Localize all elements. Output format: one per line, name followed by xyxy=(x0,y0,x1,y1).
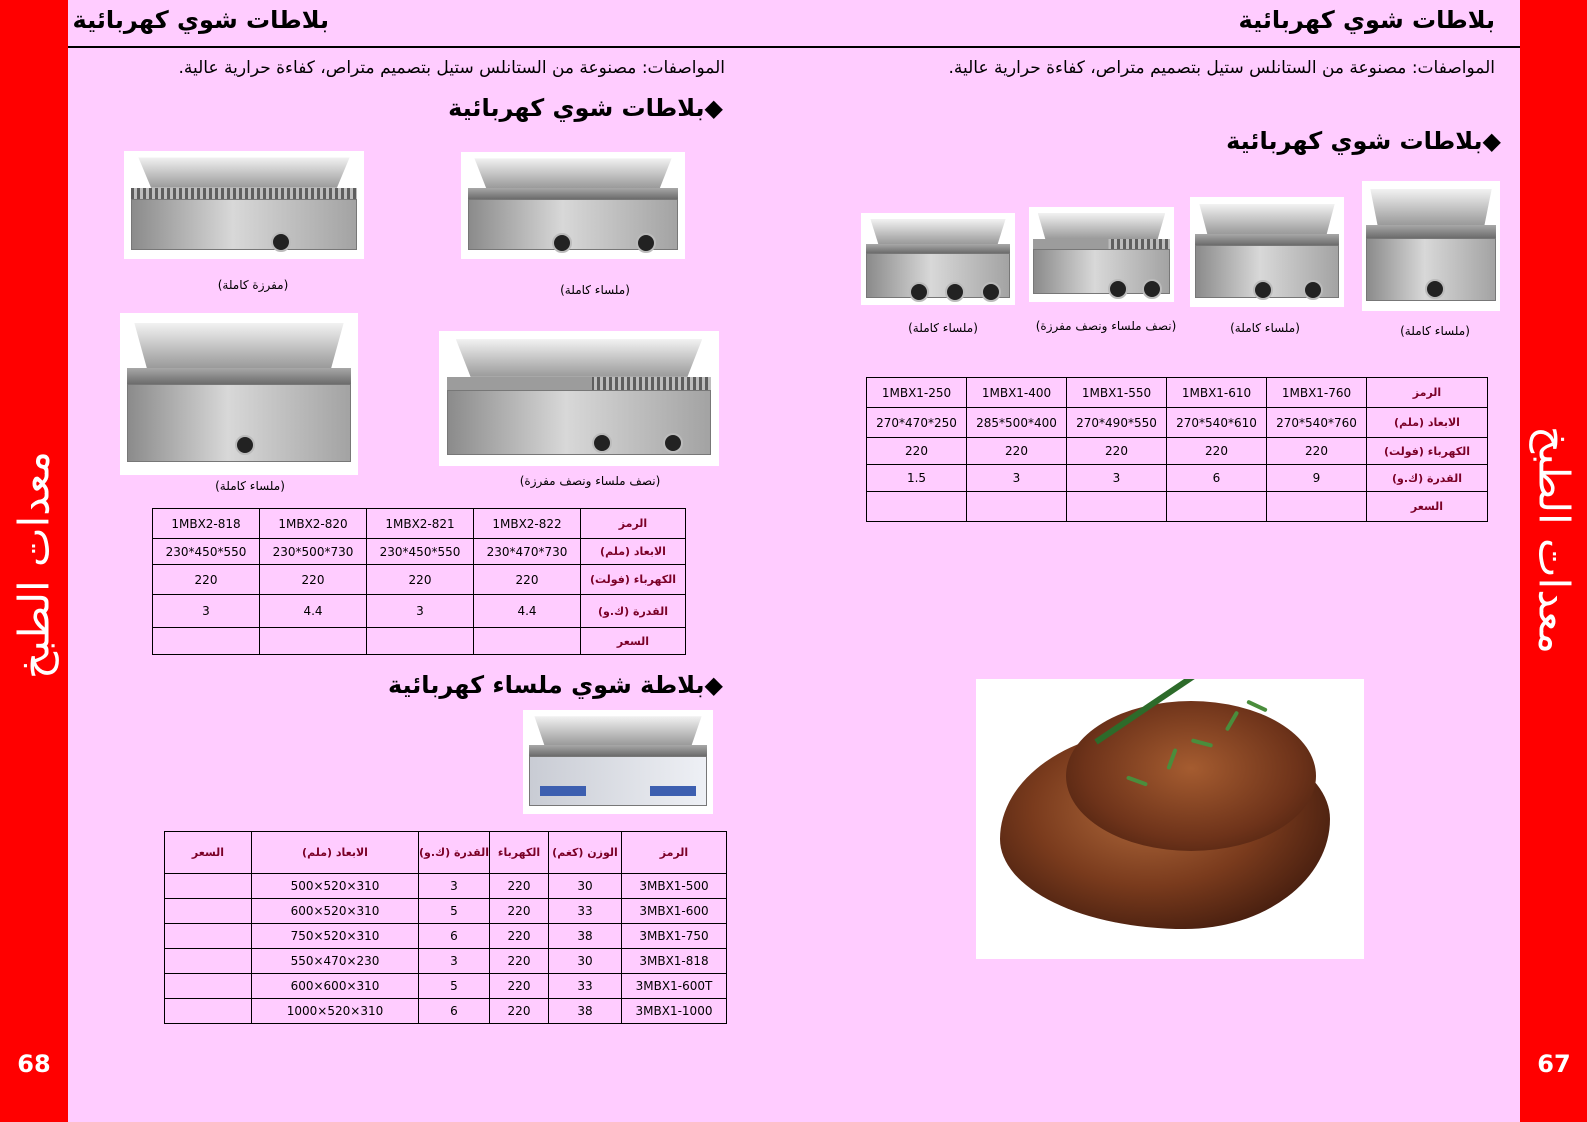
table-cell xyxy=(867,492,967,522)
table-cell: 220 xyxy=(1067,438,1167,465)
right-spec-text: المواصفات: مصنوعة من الستانلس ستيل بتصميم متراص، كفاءة حرارية عالية. xyxy=(948,58,1495,78)
left-page-number: 68 xyxy=(17,1050,51,1078)
table-cell: 310×520×600 xyxy=(252,899,419,924)
table-cell: 310×520×1000 xyxy=(252,999,419,1024)
left-spec-table xyxy=(152,508,686,655)
griddle-photo-ribbed xyxy=(124,151,364,259)
table-cell: 30 xyxy=(549,874,622,899)
table-cell: 6 xyxy=(1167,465,1267,492)
table-header-cell: 1MBX2-822 xyxy=(474,509,581,539)
table-cell xyxy=(474,628,581,655)
table-row xyxy=(165,874,727,899)
table-header-cell: السعر xyxy=(165,832,252,874)
table-cell: 3MBX1-500 xyxy=(622,874,727,899)
griddle-photo-r2 xyxy=(1029,207,1174,302)
left-caption-1: (مفرزة كاملة) xyxy=(217,278,289,292)
table-cell xyxy=(1167,492,1267,522)
left-sidebar xyxy=(0,0,68,1122)
table-cell xyxy=(165,874,252,899)
left-section2-heading: ◆بلاطة شوي ملساء كهربائية xyxy=(387,671,723,699)
table-cell: 550*490*270 xyxy=(1067,408,1167,438)
table-header-cell: الرمز xyxy=(581,509,686,539)
right-caption-3: (نصف ملساء ونصف مفرزة) xyxy=(1035,319,1177,333)
table-row xyxy=(153,628,686,655)
table-header-cell: الرمز xyxy=(622,832,727,874)
table-cell: 220 xyxy=(867,438,967,465)
table-cell: الابعاد (ملم) xyxy=(581,539,686,565)
table-cell: 5 xyxy=(419,974,490,999)
table-cell xyxy=(165,974,252,999)
table-cell: 30 xyxy=(549,949,622,974)
table-cell: 220 xyxy=(1267,438,1367,465)
table-cell: 220 xyxy=(490,949,549,974)
griddle-photo-blue xyxy=(523,710,713,814)
table-cell: 220 xyxy=(490,924,549,949)
table-cell: 220 xyxy=(153,565,260,595)
table-row xyxy=(153,595,686,628)
table-cell: السعر xyxy=(581,628,686,655)
table-cell: القدرة (ك.و) xyxy=(581,595,686,628)
table-header-cell: الرمز xyxy=(1367,378,1488,408)
table-cell: 3 xyxy=(367,595,474,628)
table-cell: 550*450*230 xyxy=(367,539,474,565)
table-header-cell: 1MBX1-250 xyxy=(867,378,967,408)
table-row xyxy=(165,974,727,999)
table-cell: 1.5 xyxy=(867,465,967,492)
table-row xyxy=(165,999,727,1024)
left-spec-text: المواصفات: مصنوعة من الستانلس ستيل بتصميم متراص، كفاءة حرارية عالية. xyxy=(178,58,725,78)
table-cell: 3MBX1-750 xyxy=(622,924,727,949)
table-cell: 9 xyxy=(1267,465,1367,492)
table-cell: 6 xyxy=(419,999,490,1024)
table-cell: 38 xyxy=(549,924,622,949)
table-header-cell: 1MBX1-610 xyxy=(1167,378,1267,408)
table-cell: 38 xyxy=(549,999,622,1024)
table-cell: 220 xyxy=(1167,438,1267,465)
table-cell: 33 xyxy=(549,974,622,999)
table-cell: 3 xyxy=(1067,465,1167,492)
table-row xyxy=(867,465,1488,492)
table-cell: 6 xyxy=(419,924,490,949)
table-cell xyxy=(967,492,1067,522)
left-caption-3: (ملساء كاملة) xyxy=(215,479,285,493)
table-header-cell: 1MBX1-760 xyxy=(1267,378,1367,408)
table-row xyxy=(153,565,686,595)
table-cell: 400*500*285 xyxy=(967,408,1067,438)
table-cell: 4.4 xyxy=(474,595,581,628)
table-row xyxy=(165,949,727,974)
table-cell xyxy=(153,628,260,655)
table-cell: 220 xyxy=(490,874,549,899)
table-header-cell: 1MBX2-820 xyxy=(260,509,367,539)
table-cell: 3 xyxy=(967,465,1067,492)
table-cell: 310×600×600 xyxy=(252,974,419,999)
table-row xyxy=(165,899,727,924)
table-cell: 3MBX1-818 xyxy=(622,949,727,974)
left-caption-2: (ملساء كاملة) xyxy=(560,283,630,297)
table-cell: 730*500*230 xyxy=(260,539,367,565)
table-row xyxy=(867,408,1488,438)
right-caption-1: (ملساء كاملة) xyxy=(908,321,978,335)
table-cell: 310×520×500 xyxy=(252,874,419,899)
table-cell: الكهرباء (فولت) xyxy=(1367,438,1488,465)
table-cell: 220 xyxy=(260,565,367,595)
right-page-title: بلاطات شوي كهربائية xyxy=(1238,6,1495,34)
table-header-cell: 1MBX2-818 xyxy=(153,509,260,539)
table-cell: 230×470×550 xyxy=(252,949,419,974)
left-section1-heading: ◆بلاطات شوي كهربائية xyxy=(448,94,723,122)
table-cell: 310×520×750 xyxy=(252,924,419,949)
griddle-photo-r4 xyxy=(1362,181,1500,311)
table-header-cell: الكهرباء xyxy=(490,832,549,874)
table-cell: 760*540*270 xyxy=(1267,408,1367,438)
table-cell: 550*450*230 xyxy=(153,539,260,565)
table-cell: 3MBX1-600 xyxy=(622,899,727,924)
table-cell: الابعاد (ملم) xyxy=(1367,408,1488,438)
right-sidebar xyxy=(1520,0,1587,1122)
table-cell xyxy=(1267,492,1367,522)
right-section-heading: ◆بلاطات شوي كهربائية xyxy=(1226,127,1501,155)
right-page-number: 67 xyxy=(1537,1050,1571,1078)
table-header-cell: 1MBX1-550 xyxy=(1067,378,1167,408)
table-row xyxy=(153,539,686,565)
griddle-photo-half xyxy=(439,331,719,466)
table-cell: 5 xyxy=(419,899,490,924)
table-row xyxy=(165,924,727,949)
left-page-title: بلاطات شوي كهربائية xyxy=(72,6,329,34)
table-cell: 3MBX1-1000 xyxy=(622,999,727,1024)
table-cell: الكهرباء (فولت) xyxy=(581,565,686,595)
table-header-cell: القدرة (ك.و) xyxy=(419,832,490,874)
table-cell xyxy=(260,628,367,655)
steak-photo xyxy=(976,679,1364,959)
table-header-cell: الابعاد (ملم) xyxy=(252,832,419,874)
griddle-photo-r3 xyxy=(1190,197,1344,307)
table-cell: 220 xyxy=(474,565,581,595)
right-spec-table xyxy=(866,377,1488,522)
griddle-photo-smooth-1 xyxy=(461,152,685,259)
table-cell xyxy=(165,924,252,949)
table-cell: 33 xyxy=(549,899,622,924)
header-rule xyxy=(68,46,1520,48)
table-cell: القدرة (ك.و) xyxy=(1367,465,1488,492)
table-cell xyxy=(367,628,474,655)
table-cell xyxy=(165,949,252,974)
table-cell: 220 xyxy=(490,899,549,924)
left-caption-4: (نصف ملساء ونصف مفرزة) xyxy=(519,474,661,488)
table-cell xyxy=(165,899,252,924)
table-cell: 730*470*230 xyxy=(474,539,581,565)
table-cell xyxy=(1067,492,1167,522)
left-product-table xyxy=(164,831,727,1024)
table-cell: 220 xyxy=(367,565,474,595)
table-cell: 220 xyxy=(490,974,549,999)
table-cell: 610*540*270 xyxy=(1167,408,1267,438)
table-cell: 3 xyxy=(419,949,490,974)
right-caption-4: (ملساء كاملة) xyxy=(1400,324,1470,338)
table-cell: 3 xyxy=(153,595,260,628)
table-cell: السعر xyxy=(1367,492,1488,522)
table-cell: 220 xyxy=(490,999,549,1024)
table-cell: 250*470*270 xyxy=(867,408,967,438)
right-sidebar-text: معدات الطبخ xyxy=(1529,425,1579,655)
table-cell: 3MBX1-600T xyxy=(622,974,727,999)
table-row xyxy=(867,438,1488,465)
table-header-cell: 1MBX2-821 xyxy=(367,509,474,539)
griddle-photo-smooth-2 xyxy=(120,313,358,475)
table-header-cell: 1MBX1-400 xyxy=(967,378,1067,408)
table-header-cell: الوزن (كغم) xyxy=(549,832,622,874)
table-cell: 3 xyxy=(419,874,490,899)
left-sidebar-text: معدات الطبخ xyxy=(9,450,59,680)
right-caption-2: (ملساء كاملة) xyxy=(1230,321,1300,335)
griddle-photo-r1 xyxy=(861,213,1015,305)
table-cell: 220 xyxy=(967,438,1067,465)
table-cell xyxy=(165,999,252,1024)
table-row xyxy=(867,492,1488,522)
table-cell: 4.4 xyxy=(260,595,367,628)
